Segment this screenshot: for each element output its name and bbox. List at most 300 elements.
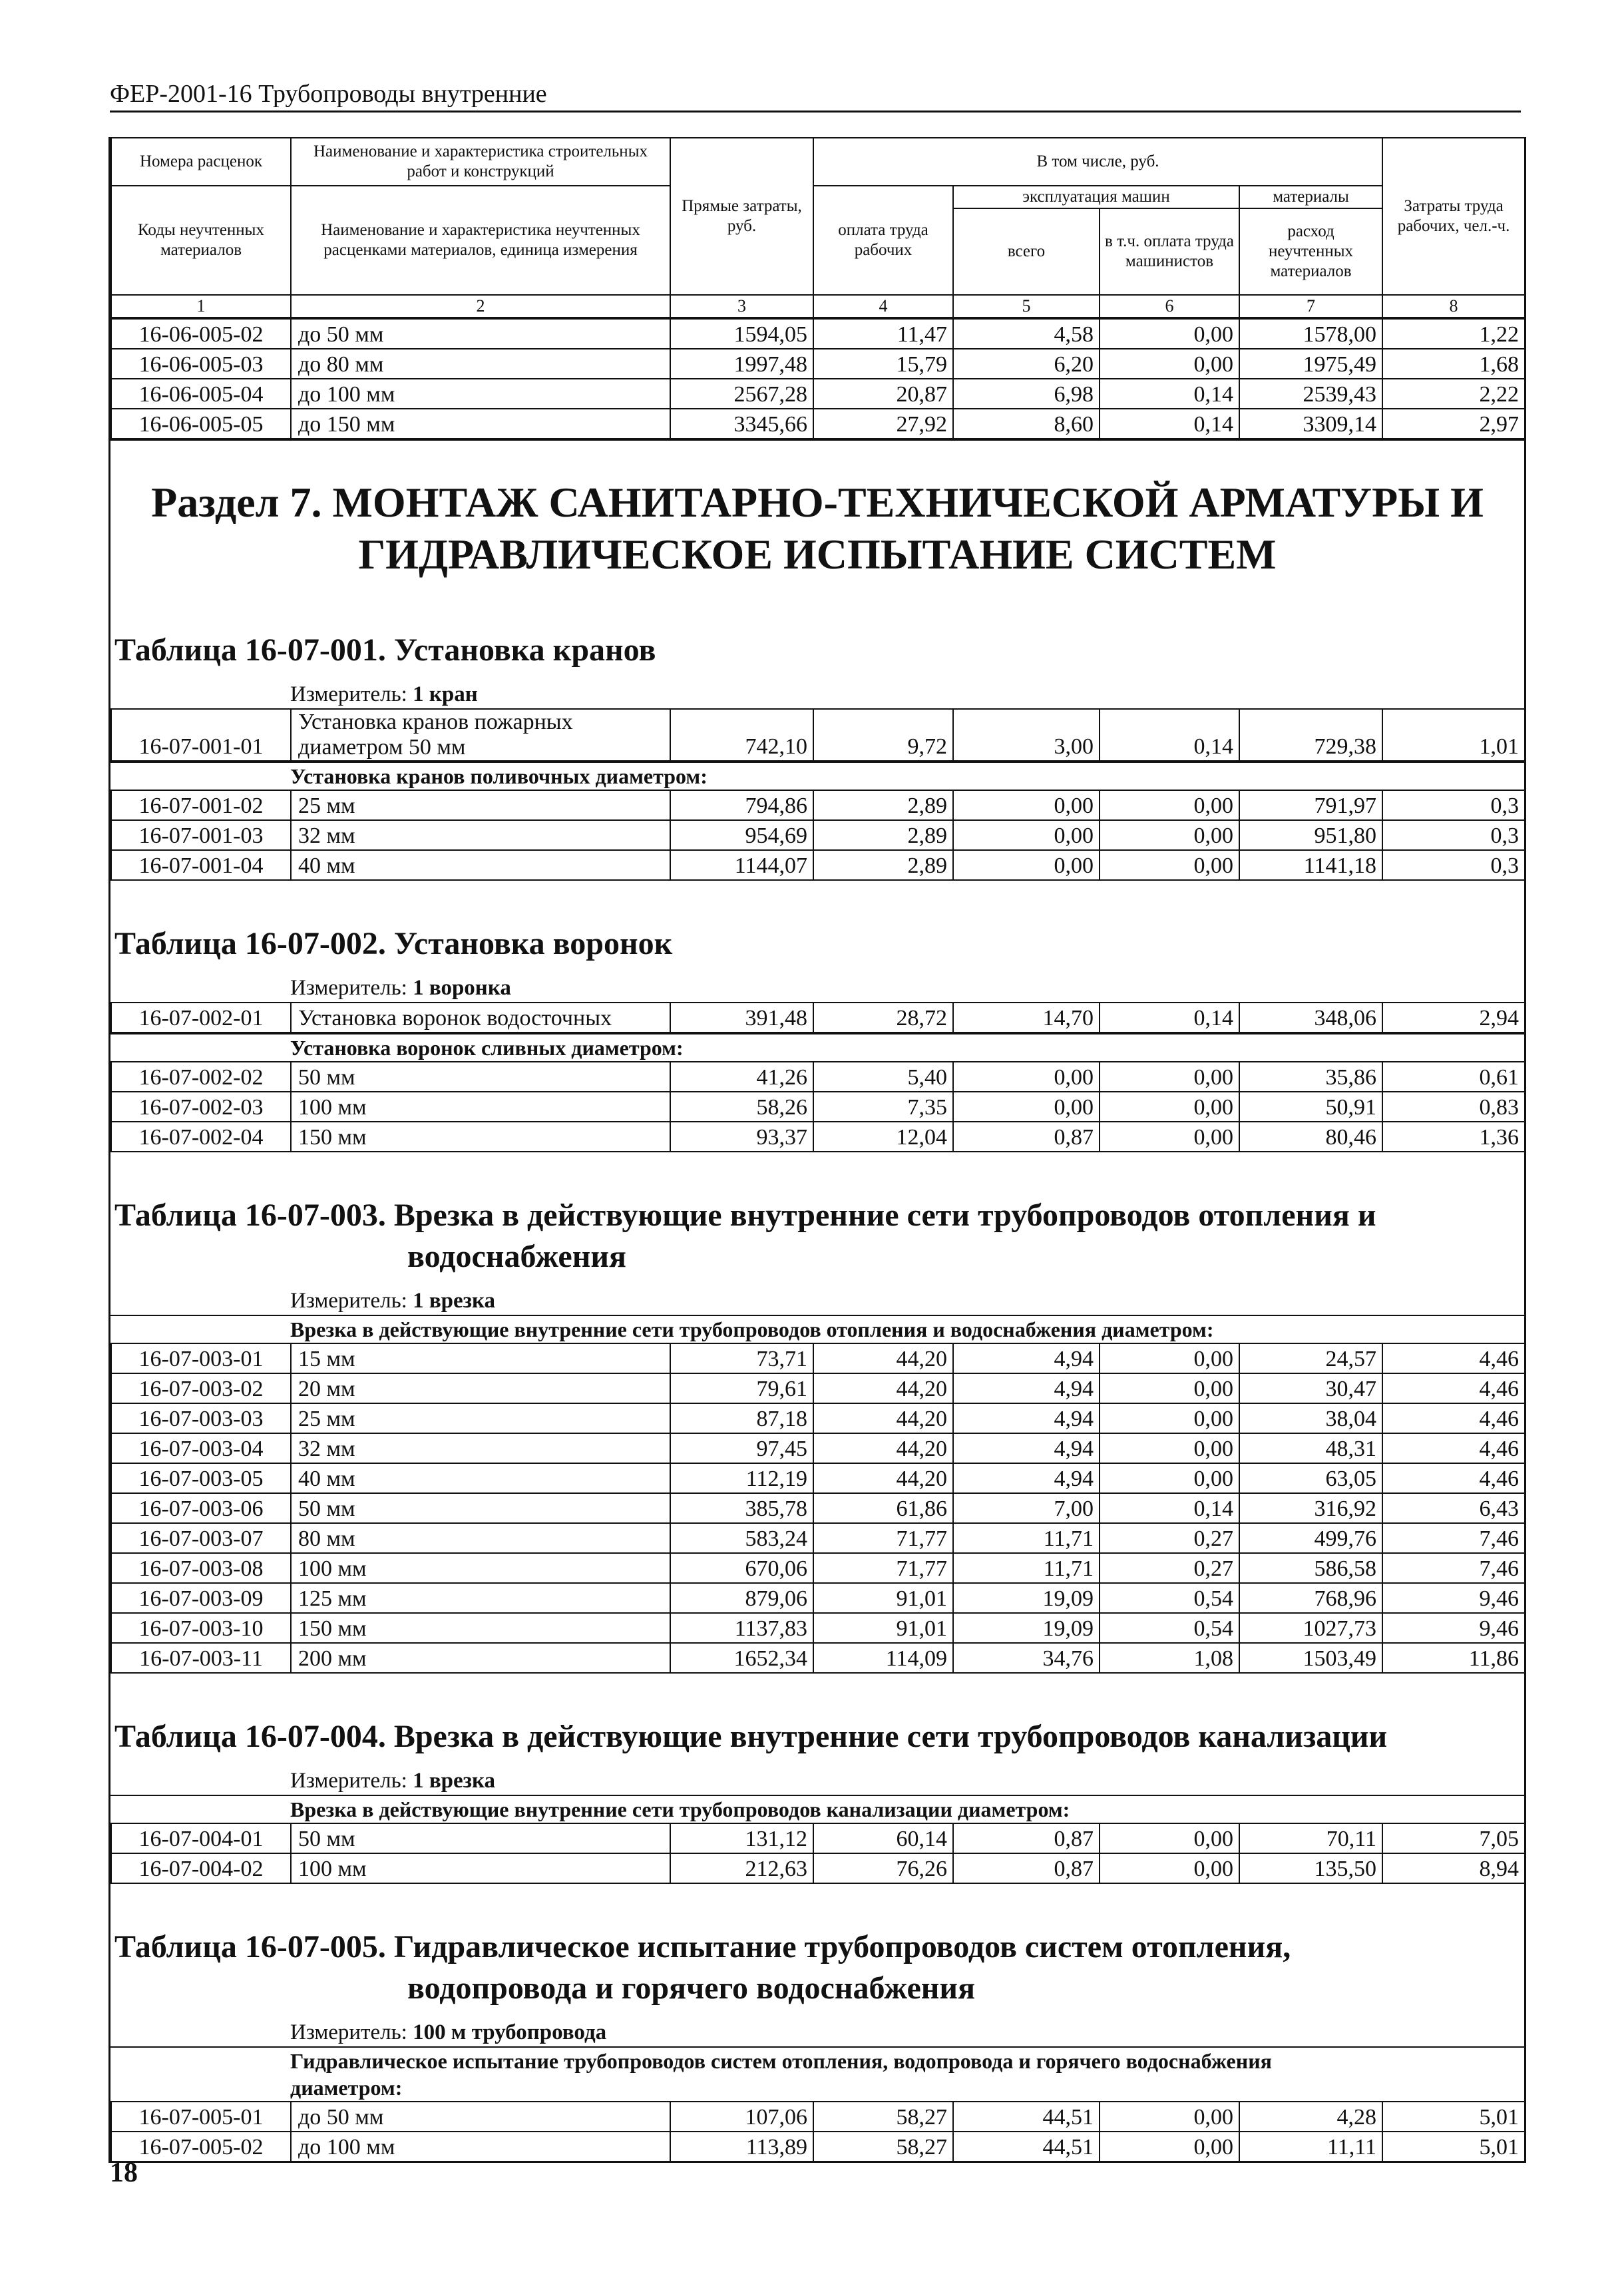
table-row: [111, 1643, 1525, 1673]
materials-cost-cell: 1027,73: [1239, 1613, 1382, 1643]
rate-code-cell: 16-07-003-08: [111, 1553, 291, 1583]
labor-pay-cell: 91,01: [813, 1583, 953, 1613]
work-name-cell: 50 мм: [291, 1823, 670, 1853]
machines-total-cell: 0,87: [953, 1823, 1100, 1853]
table-title-16-07-004: Таблица 16-07-004. Врезка в действующие внутренние сети трубопроводов канализации: [114, 1719, 1388, 1754]
rows-16-07-004: [110, 1823, 1525, 1884]
materials-cost-cell: 1503,49: [1239, 1643, 1382, 1673]
machines-total-cell: 11,71: [953, 1553, 1100, 1583]
direct-costs-cell: 131,12: [670, 1823, 813, 1853]
machines-total-cell: 4,94: [953, 1433, 1100, 1463]
rate-code-cell: 16-06-005-04: [111, 379, 291, 409]
rate-code-cell: 16-07-003-06: [111, 1493, 291, 1523]
table-row: [111, 1433, 1525, 1463]
rate-code-cell: 16-06-005-03: [111, 349, 291, 379]
rate-code-cell: 16-07-003-10: [111, 1613, 291, 1643]
rate-code-cell: 16-07-002-02: [111, 1062, 291, 1092]
machinist-pay-cell: 0,00: [1100, 1403, 1239, 1433]
labor-hours-cell: 1,68: [1382, 349, 1525, 379]
measure-label: Измеритель:: [290, 1289, 407, 1313]
table-row: [111, 379, 1525, 409]
machines-total-cell: 0,00: [953, 1062, 1100, 1092]
machinist-pay-cell: 0,00: [1100, 1122, 1239, 1152]
machinist-pay-cell: 0,14: [1100, 409, 1239, 439]
materials-cost-cell: 1975,49: [1239, 349, 1382, 379]
rate-code-cell: 16-07-003-03: [111, 1403, 291, 1433]
table-row: [111, 1583, 1525, 1613]
work-name-cell: до 50 мм: [291, 319, 670, 349]
page-header: ФЕР-2001-16 Трубопроводы внутренние: [110, 79, 1521, 113]
rate-code-cell: 16-07-005-02: [111, 2132, 291, 2162]
group-label-16-07-003: Врезка в действующие внутренние сети трубопроводов отопления и водоснабжения диаметром:: [110, 1315, 1524, 1343]
work-name-cell: 100 мм: [291, 1092, 670, 1122]
rate-code-cell: 16-07-001-02: [111, 790, 291, 820]
labor-hours-cell: 2,94: [1382, 1003, 1525, 1032]
table-row: [111, 1003, 1525, 1032]
group-label-16-07-004: Врезка в действующие внутренние сети трубопроводов канализации диаметром:: [110, 1795, 1524, 1823]
machines-total-cell: 44,51: [953, 2132, 1100, 2162]
direct-costs-cell: 1997,48: [670, 349, 813, 379]
labor-hours-cell: 7,46: [1382, 1523, 1525, 1553]
labor-pay-cell: 114,09: [813, 1643, 953, 1673]
materials-cost-cell: 1141,18: [1239, 850, 1382, 880]
rate-code-cell: 16-07-003-02: [111, 1373, 291, 1403]
materials-cost-cell: 70,11: [1239, 1823, 1382, 1853]
labor-pay-cell: 7,35: [813, 1092, 953, 1122]
labor-hours-cell: 4,46: [1382, 1343, 1525, 1373]
direct-costs-cell: 58,26: [670, 1092, 813, 1122]
machinist-pay-cell: 0,00: [1100, 1092, 1239, 1122]
labor-hours-cell: 5,01: [1382, 2132, 1525, 2162]
header-direct-costs: Прямые затраты, руб.: [670, 138, 813, 295]
machinist-pay-cell: 0,00: [1100, 850, 1239, 880]
machines-total-cell: 8,60: [953, 409, 1100, 439]
measure-label: Измеритель:: [290, 1769, 407, 1793]
work-name-cell: 150 мм: [291, 1122, 670, 1152]
direct-costs-cell: 2567,28: [670, 379, 813, 409]
table-row: [111, 1493, 1525, 1523]
machines-total-cell: 34,76: [953, 1643, 1100, 1673]
measure-16-07-001: [110, 680, 1524, 708]
materials-cost-cell: 951,80: [1239, 820, 1382, 850]
machinist-pay-cell: 0,14: [1100, 709, 1239, 761]
rate-code-cell: 16-07-002-03: [111, 1092, 291, 1122]
labor-hours-cell: 7,46: [1382, 1553, 1525, 1583]
labor-pay-cell: 27,92: [813, 409, 953, 439]
machines-total-cell: 6,98: [953, 379, 1100, 409]
table-row: [111, 1092, 1525, 1122]
table-row: [111, 409, 1525, 439]
labor-pay-cell: 44,20: [813, 1343, 953, 1373]
rows-16-07-003: [110, 1343, 1525, 1674]
rows-16-07-002: [110, 1061, 1525, 1152]
direct-costs-cell: 583,24: [670, 1523, 813, 1553]
labor-pay-cell: 44,20: [813, 1373, 953, 1403]
materials-cost-cell: 768,96: [1239, 1583, 1382, 1613]
rows-16-07-001-first: [110, 708, 1525, 762]
machines-total-cell: 7,00: [953, 1493, 1100, 1523]
machines-total-cell: 0,00: [953, 850, 1100, 880]
direct-costs-cell: 1137,83: [670, 1613, 813, 1643]
labor-pay-cell: 58,27: [813, 2132, 953, 2162]
direct-costs-cell: 79,61: [670, 1373, 813, 1403]
table-row: [111, 349, 1525, 379]
table-row: [111, 1613, 1525, 1643]
table-row: [111, 1403, 1525, 1433]
work-name-cell: 40 мм: [291, 850, 670, 880]
direct-costs-cell: 954,69: [670, 820, 813, 850]
header-including: В том числе, руб.: [813, 138, 1382, 186]
machines-total-cell: 6,20: [953, 349, 1100, 379]
labor-hours-cell: 4,46: [1382, 1403, 1525, 1433]
measure-value: 100 м трубопровода: [413, 2020, 607, 2044]
measure-16-07-005: [110, 2018, 1524, 2046]
labor-pay-cell: 76,26: [813, 1853, 953, 1883]
labor-hours-cell: 2,22: [1382, 379, 1525, 409]
labor-hours-cell: 6,43: [1382, 1493, 1525, 1523]
direct-costs-cell: 385,78: [670, 1493, 813, 1523]
materials-cost-cell: 35,86: [1239, 1062, 1382, 1092]
materials-cost-cell: 586,58: [1239, 1553, 1382, 1583]
work-name-cell: 150 мм: [291, 1613, 670, 1643]
group-label-16-07-002: Установка воронок сливных диаметром:: [110, 1033, 1524, 1061]
materials-cost-cell: 791,97: [1239, 790, 1382, 820]
labor-pay-cell: 44,20: [813, 1403, 953, 1433]
labor-hours-cell: 0,3: [1382, 850, 1525, 880]
column-header-table: [110, 137, 1525, 318]
labor-hours-cell: 4,46: [1382, 1433, 1525, 1463]
materials-cost-cell: 63,05: [1239, 1463, 1382, 1493]
rate-code-cell: 16-07-004-02: [111, 1853, 291, 1883]
header-code-bottom: Коды неучтенных материалов: [111, 186, 291, 295]
table-title-16-07-005: [110, 1927, 1524, 2009]
table-title-line-1: Таблица 16-07-005. Гидравлическое испытание трубопроводов систем отопления,: [114, 1929, 1291, 1964]
machinist-pay-cell: 0,00: [1100, 1853, 1239, 1883]
machinist-pay-cell: 0,00: [1100, 2132, 1239, 2162]
labor-hours-cell: 1,22: [1382, 319, 1525, 349]
table-row: [111, 1122, 1525, 1152]
labor-pay-cell: 71,77: [813, 1553, 953, 1583]
rate-code-cell: 16-06-005-05: [111, 409, 291, 439]
table-row: [111, 1373, 1525, 1403]
labor-pay-cell: 2,89: [813, 790, 953, 820]
labor-pay-cell: 28,72: [813, 1003, 953, 1032]
materials-cost-cell: 729,38: [1239, 709, 1382, 761]
labor-hours-cell: 0,3: [1382, 790, 1525, 820]
direct-costs-cell: 97,45: [670, 1433, 813, 1463]
header-code-top: Номера расценок: [111, 138, 291, 186]
labor-hours-cell: 0,83: [1382, 1092, 1525, 1122]
header-unaccounted-materials: расход неучтенных материалов: [1239, 208, 1382, 295]
direct-costs-cell: 879,06: [670, 1583, 813, 1613]
labor-hours-cell: 5,01: [1382, 2102, 1525, 2132]
work-name-cell: 125 мм: [291, 1583, 670, 1613]
machinist-pay-cell: 0,54: [1100, 1613, 1239, 1643]
materials-cost-cell: 2539,43: [1239, 379, 1382, 409]
table-row: [111, 1463, 1525, 1493]
rate-code-cell: 16-07-001-01: [111, 709, 291, 761]
direct-costs-cell: 1652,34: [670, 1643, 813, 1673]
table-row: [111, 850, 1525, 880]
header-labor-pay: оплата труда рабочих: [813, 186, 953, 295]
direct-costs-cell: 41,26: [670, 1062, 813, 1092]
table-row: [111, 2102, 1525, 2132]
table-row: [111, 319, 1525, 349]
rows-16-07-005: [110, 2101, 1525, 2163]
labor-hours-cell: 1,36: [1382, 1122, 1525, 1152]
machinist-pay-cell: 0,14: [1100, 1493, 1239, 1523]
direct-costs-cell: 391,48: [670, 1003, 813, 1032]
labor-pay-cell: 58,27: [813, 2102, 953, 2132]
header-name-bottom: Наименование и характеристика неучтенных расценками материалов, единица измерения: [291, 186, 670, 295]
measure-16-07-002: [110, 974, 1524, 1002]
machines-total-cell: 0,00: [953, 820, 1100, 850]
rate-code-cell: 16-07-003-05: [111, 1463, 291, 1493]
labor-pay-cell: 15,79: [813, 349, 953, 379]
rate-code-cell: 16-07-001-04: [111, 850, 291, 880]
direct-costs-cell: 87,18: [670, 1403, 813, 1433]
group-label-line-1: Гидравлическое испытание трубопроводов систем отопления, водопровода и горячего водоснабжения: [290, 2049, 1272, 2073]
machinist-pay-cell: 0,00: [1100, 1823, 1239, 1853]
measure-label: Измеритель:: [290, 976, 407, 1000]
machines-total-cell: 4,58: [953, 319, 1100, 349]
col-number: 8: [1382, 295, 1525, 318]
machines-total-cell: 0,00: [953, 790, 1100, 820]
rows-16-07-001: [110, 790, 1525, 881]
direct-costs-cell: 112,19: [670, 1463, 813, 1493]
labor-hours-cell: 4,46: [1382, 1373, 1525, 1403]
machines-total-cell: 3,00: [953, 709, 1100, 761]
labor-pay-cell: 44,20: [813, 1463, 953, 1493]
machinist-pay-cell: 0,27: [1100, 1523, 1239, 1553]
work-name-cell: 200 мм: [291, 1643, 670, 1673]
col-number: 6: [1100, 295, 1239, 318]
machinist-pay-cell: 0,00: [1100, 1062, 1239, 1092]
labor-hours-cell: 9,46: [1382, 1613, 1525, 1643]
machinist-pay-cell: 0,00: [1100, 1463, 1239, 1493]
work-name-cell: Установка кранов пожарных диаметром 50 мм: [291, 709, 670, 761]
materials-cost-cell: 11,11: [1239, 2132, 1382, 2162]
labor-pay-cell: 2,89: [813, 850, 953, 880]
work-name-cell: 25 мм: [291, 1403, 670, 1433]
rows-16-07-002-first: [110, 1002, 1525, 1033]
machines-total-cell: 19,09: [953, 1583, 1100, 1613]
work-name-cell: 32 мм: [291, 820, 670, 850]
machines-total-cell: 4,94: [953, 1373, 1100, 1403]
direct-costs-cell: 1594,05: [670, 319, 813, 349]
direct-costs-cell: 670,06: [670, 1553, 813, 1583]
rate-code-cell: 16-07-003-07: [111, 1523, 291, 1553]
materials-cost-cell: 348,06: [1239, 1003, 1382, 1032]
header-name-top: Наименование и характеристика строительных работ и конструкций: [291, 138, 670, 186]
machines-total-cell: 11,71: [953, 1523, 1100, 1553]
measure-value: 1 воронка: [413, 976, 511, 1000]
header-labor-hours: Затраты труда рабочих, чел.-ч.: [1382, 138, 1525, 295]
machines-total-cell: 19,09: [953, 1613, 1100, 1643]
materials-cost-cell: 3309,14: [1239, 409, 1382, 439]
materials-cost-cell: 1578,00: [1239, 319, 1382, 349]
machinist-pay-cell: 0,00: [1100, 2102, 1239, 2132]
work-name-cell: до 50 мм: [291, 2102, 670, 2132]
machines-total-cell: 14,70: [953, 1003, 1100, 1032]
direct-costs-cell: 93,37: [670, 1122, 813, 1152]
direct-costs-cell: 73,71: [670, 1343, 813, 1373]
direct-costs-cell: 794,86: [670, 790, 813, 820]
work-name-cell: до 80 мм: [291, 349, 670, 379]
direct-costs-cell: 113,89: [670, 2132, 813, 2162]
machinist-pay-cell: 0,14: [1100, 379, 1239, 409]
col-number: 1: [111, 295, 291, 318]
machines-total-cell: 4,94: [953, 1403, 1100, 1433]
measure-value: 1 врезка: [413, 1289, 495, 1313]
table-row: [111, 709, 1525, 761]
materials-cost-cell: 316,92: [1239, 1493, 1382, 1523]
table-title-16-07-003: [110, 1195, 1524, 1277]
header-materials: материалы: [1239, 186, 1382, 208]
work-name-cell: 32 мм: [291, 1433, 670, 1463]
direct-costs-cell: 1144,07: [670, 850, 813, 880]
labor-hours-cell: 4,46: [1382, 1463, 1525, 1493]
direct-costs-cell: 3345,66: [670, 409, 813, 439]
rate-code-cell: 16-07-002-04: [111, 1122, 291, 1152]
header-machinist-pay: в т.ч. оплата труда машинистов: [1100, 208, 1239, 295]
col-number: 3: [670, 295, 813, 318]
labor-pay-cell: 9,72: [813, 709, 953, 761]
work-name-cell: 50 мм: [291, 1493, 670, 1523]
machinist-pay-cell: 0,54: [1100, 1583, 1239, 1613]
measure-label: Измеритель:: [290, 682, 407, 706]
page-number: 18: [110, 2158, 138, 2188]
work-name-cell: 80 мм: [291, 1523, 670, 1553]
table-row: [111, 1553, 1525, 1583]
labor-pay-cell: 11,47: [813, 319, 953, 349]
col-number: 4: [813, 295, 953, 318]
rows-16-06-005: [110, 318, 1525, 439]
labor-pay-cell: 20,87: [813, 379, 953, 409]
col-number: 5: [953, 295, 1100, 318]
table-row: [111, 790, 1525, 820]
document-body: [108, 137, 1526, 2163]
work-name-cell: 100 мм: [291, 1553, 670, 1583]
materials-cost-cell: 50,91: [1239, 1092, 1382, 1122]
machines-total-cell: 4,94: [953, 1463, 1100, 1493]
work-name-cell: 50 мм: [291, 1062, 670, 1092]
materials-cost-cell: 4,28: [1239, 2102, 1382, 2132]
machines-total-cell: 44,51: [953, 2102, 1100, 2132]
machinist-pay-cell: 1,08: [1100, 1643, 1239, 1673]
rate-code-cell: 16-07-003-11: [111, 1643, 291, 1673]
machines-total-cell: 0,87: [953, 1122, 1100, 1152]
labor-pay-cell: 44,20: [813, 1433, 953, 1463]
rate-code-cell: 16-07-004-01: [111, 1823, 291, 1853]
materials-cost-cell: 48,31: [1239, 1433, 1382, 1463]
labor-pay-cell: 61,86: [813, 1493, 953, 1523]
materials-cost-cell: 30,47: [1239, 1373, 1382, 1403]
labor-hours-cell: 8,94: [1382, 1853, 1525, 1883]
work-name-cell: до 100 мм: [291, 379, 670, 409]
table-row: [111, 1823, 1525, 1853]
rate-code-cell: 16-07-003-04: [111, 1433, 291, 1463]
table-row: [111, 2132, 1525, 2162]
labor-pay-cell: 5,40: [813, 1062, 953, 1092]
rate-code-cell: 16-07-002-01: [111, 1003, 291, 1032]
rate-code-cell: 16-07-003-09: [111, 1583, 291, 1613]
table-title-line-1: Таблица 16-07-003. Врезка в действующие внутренние сети трубопроводов отопления и: [114, 1198, 1376, 1233]
col-number: 2: [291, 295, 670, 318]
table-title-line-2: водопровода и горячего водоснабжения: [407, 1970, 976, 2006]
table-row: [111, 1062, 1525, 1092]
machines-total-cell: 4,94: [953, 1343, 1100, 1373]
table-row: [111, 1523, 1525, 1553]
materials-cost-cell: 80,46: [1239, 1122, 1382, 1152]
labor-pay-cell: 12,04: [813, 1122, 953, 1152]
materials-cost-cell: 24,57: [1239, 1343, 1382, 1373]
measure-16-07-004: [110, 1767, 1524, 1795]
work-name-cell: до 100 мм: [291, 2132, 670, 2162]
header-machines: эксплуатация машин: [953, 186, 1239, 208]
section-title: Раздел 7. МОНТАЖ САНИТАРНО-ТЕХНИЧЕСКОЙ АРМАТУРЫ И ГИДРАВЛИЧЕСКОЕ ИСПЫТАНИЕ СИСТЕМ: [110, 439, 1524, 607]
table-row: [111, 1853, 1525, 1883]
machinist-pay-cell: 0,27: [1100, 1553, 1239, 1583]
labor-pay-cell: 71,77: [813, 1523, 953, 1553]
rate-code-cell: 16-07-003-01: [111, 1343, 291, 1373]
header-machines-total: всего: [953, 208, 1100, 295]
labor-hours-cell: 7,05: [1382, 1823, 1525, 1853]
work-name-cell: 25 мм: [291, 790, 670, 820]
work-name-cell: 40 мм: [291, 1463, 670, 1493]
machinist-pay-cell: 0,00: [1100, 790, 1239, 820]
labor-pay-cell: 60,14: [813, 1823, 953, 1853]
measure-value: 1 врезка: [413, 1769, 495, 1793]
materials-cost-cell: 499,76: [1239, 1523, 1382, 1553]
group-label-16-07-001: Установка кранов поливочных диаметром:: [110, 762, 1524, 790]
materials-cost-cell: 135,50: [1239, 1853, 1382, 1883]
rate-code-cell: 16-07-001-03: [111, 820, 291, 850]
machinist-pay-cell: 0,00: [1100, 319, 1239, 349]
table-row: [111, 1343, 1525, 1373]
machinist-pay-cell: 0,14: [1100, 1003, 1239, 1032]
work-name-cell: Установка воронок водосточных: [291, 1003, 670, 1032]
labor-hours-cell: 2,97: [1382, 409, 1525, 439]
measure-16-07-003: [110, 1287, 1524, 1315]
table-row: [111, 820, 1525, 850]
work-name-cell: 15 мм: [291, 1343, 670, 1373]
materials-cost-cell: 38,04: [1239, 1403, 1382, 1433]
machinist-pay-cell: 0,00: [1100, 349, 1239, 379]
direct-costs-cell: 212,63: [670, 1853, 813, 1883]
machines-total-cell: 0,00: [953, 1092, 1100, 1122]
table-title-16-07-001: Таблица 16-07-001. Установка кранов: [114, 632, 656, 668]
direct-costs-cell: 742,10: [670, 709, 813, 761]
machinist-pay-cell: 0,00: [1100, 1373, 1239, 1403]
labor-hours-cell: 9,46: [1382, 1583, 1525, 1613]
direct-costs-cell: 107,06: [670, 2102, 813, 2132]
work-name-cell: 20 мм: [291, 1373, 670, 1403]
labor-hours-cell: 0,61: [1382, 1062, 1525, 1092]
machinist-pay-cell: 0,00: [1100, 820, 1239, 850]
table-title-line-2: водоснабжения: [407, 1239, 627, 1274]
table-title-16-07-002: Таблица 16-07-002. Установка воронок: [114, 926, 673, 961]
machinist-pay-cell: 0,00: [1100, 1343, 1239, 1373]
col-number: 7: [1239, 295, 1382, 318]
machines-total-cell: 0,87: [953, 1853, 1100, 1883]
rate-code-cell: 16-06-005-02: [111, 319, 291, 349]
labor-hours-cell: 11,86: [1382, 1643, 1525, 1673]
work-name-cell: 100 мм: [291, 1853, 670, 1883]
rate-code-cell: 16-07-005-01: [111, 2102, 291, 2132]
measure-value: 1 кран: [413, 682, 478, 706]
measure-label: Измеритель:: [290, 2020, 407, 2044]
